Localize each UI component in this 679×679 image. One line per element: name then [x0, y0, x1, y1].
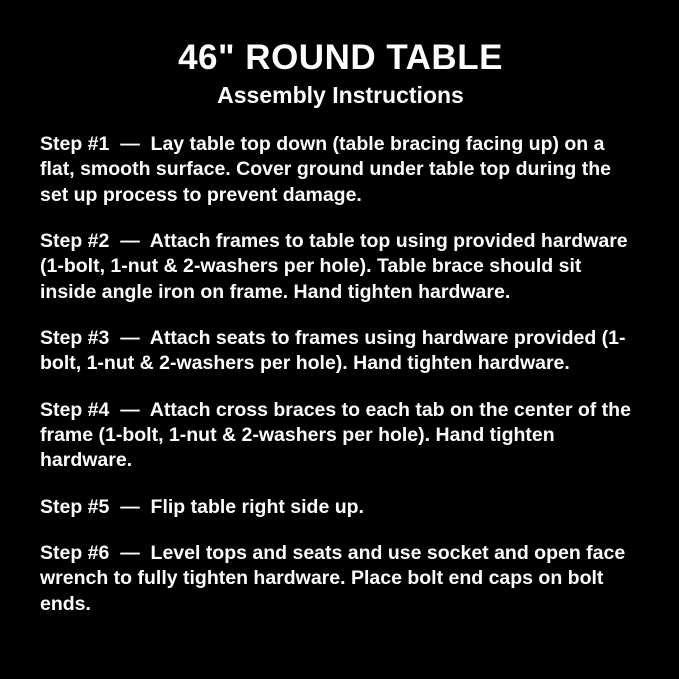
page-title: 46" ROUND TABLE — [178, 38, 503, 77]
step-1: Step #1 — Lay table top down (table bracing facing up) on a flat, smooth surface. Cover ground under table top during the set up process to prevent damage. — [40, 132, 617, 206]
steps-list — [40, 132, 641, 617]
step-6: Step #6 — Level tops and seats and use socket and open face wrench to fully tighten hardware. Place bolt end caps on bolt ends. — [40, 541, 631, 615]
step-3: Step #3 — Attach seats to frames using hardware provided (1-bolt, 1-nut & 2-washers per hole). Hand tighten hardware. — [40, 326, 626, 375]
step-5: Step #5 — Flip table right side up. — [40, 495, 364, 518]
header — [40, 30, 641, 110]
step-2: Step #2 — Attach frames to table top using provided hardware (1-bolt, 1-nut & 2-washers per hole). Table brace should sit inside angle iron on frame. Hand tighten hardware. — [40, 229, 634, 303]
step-4: Step #4 — Attach cross braces to each tab on the center of the frame (1-bolt, 1-nut & 2-washers per hole). Hand tighten hardware. — [40, 398, 637, 472]
page-subtitle: Assembly Instructions — [217, 82, 464, 109]
